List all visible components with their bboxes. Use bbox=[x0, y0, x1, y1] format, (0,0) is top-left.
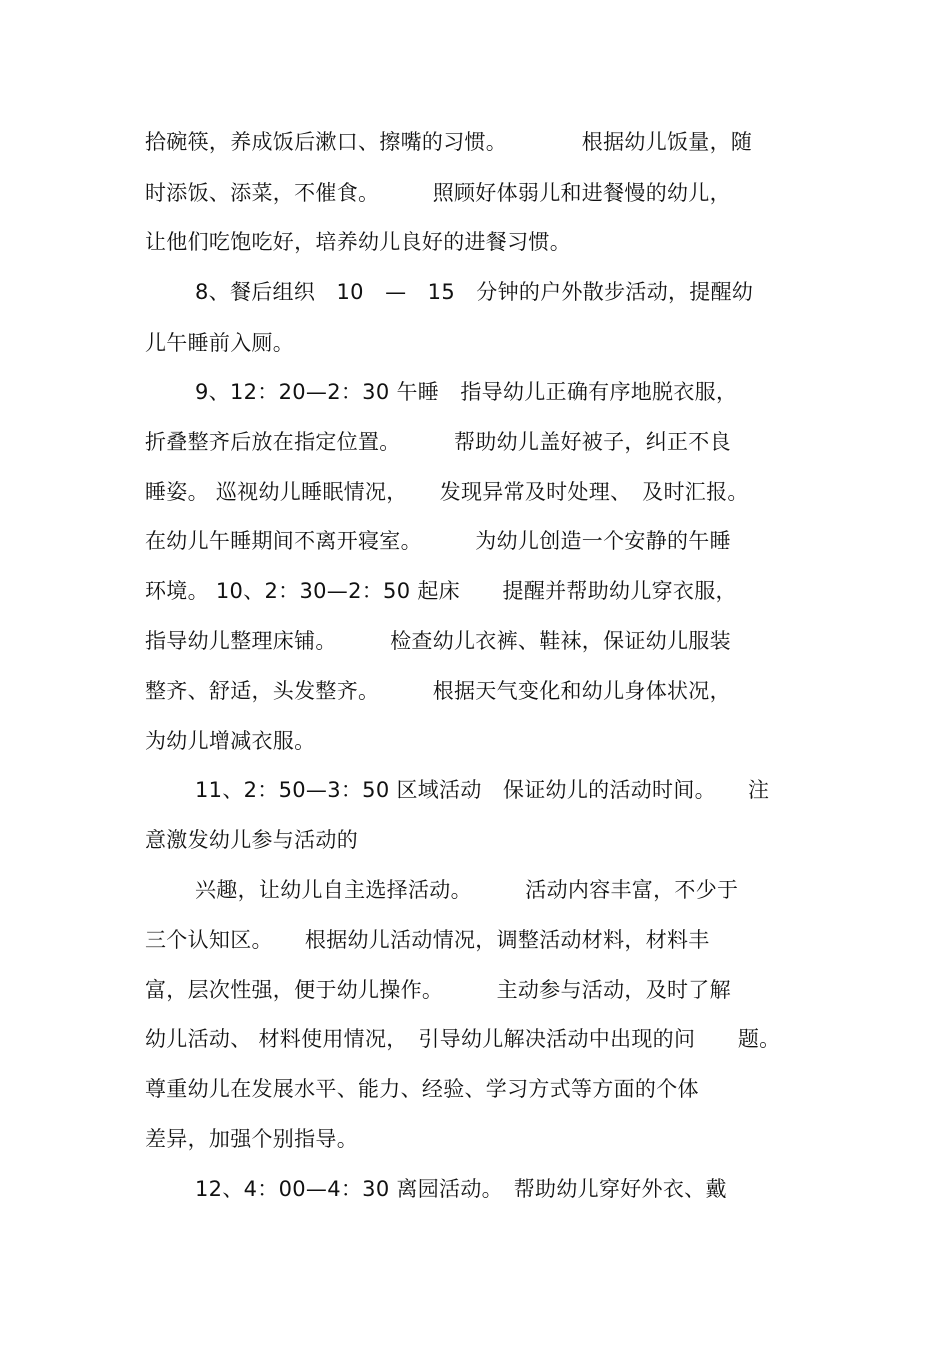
text-line-4: 8、餐后组织 10 — 15 分钟的户外散步活动，提醒幼 bbox=[195, 280, 754, 304]
text-line-15: 意激发幼儿参与活动的 bbox=[145, 828, 358, 852]
text-line-6: 9、12：20—2：30 午睡 指导幼儿正确有序地脱衣服， bbox=[195, 380, 738, 404]
text-line-16: 兴趣，让幼儿自主选择活动。 活动内容丰富，不少于 bbox=[195, 878, 739, 902]
text-line-14: 11、2：50—3：50 区域活动 保证幼儿的活动时间。 注 bbox=[195, 778, 770, 802]
text-line-2: 时添饭、添菜，不催食。 照顾好体弱儿和进餐慢的幼儿， bbox=[145, 181, 731, 205]
text-line-19: 幼儿活动、 材料使用情况， 引导幼儿解决活动中出现的问 题。 bbox=[145, 1027, 781, 1051]
text-line-3: 让他们吃饱吃好，培养幼儿良好的进餐习惯。 bbox=[145, 230, 571, 254]
text-line-20: 尊重幼儿在发展水平、能力、经验、学习方式等方面的个体 bbox=[145, 1077, 699, 1101]
text-line-1: 拾碗筷，养成饭后漱口、擦嘴的习惯。 根据幼儿饭量，随 bbox=[145, 130, 753, 154]
text-line-5: 儿午睡前入厕。 bbox=[145, 331, 295, 355]
text-line-21: 差异，加强个别指导。 bbox=[145, 1127, 358, 1151]
text-line-9: 在幼儿午睡期间不离开寝室。 为幼儿创造一个安静的午睡 bbox=[145, 529, 731, 553]
text-line-7: 折叠整齐后放在指定位置。 帮助幼儿盖好被子，纠正不良 bbox=[145, 430, 731, 454]
text-line-17: 三个认知区。 根据幼儿活动情况，调整活动材料，材料丰 bbox=[145, 928, 710, 952]
text-line-13: 为幼儿增减衣服。 bbox=[145, 729, 316, 753]
text-line-12: 整齐、舒适，头发整齐。 根据天气变化和幼儿身体状况， bbox=[145, 679, 731, 703]
text-line-10: 环境。 10、2：30—2：50 起床 提醒并帮助幼儿穿衣服， bbox=[145, 579, 737, 603]
text-line-11: 指导幼儿整理床铺。 检查幼儿衣裤、鞋袜，保证幼儿服装 bbox=[145, 629, 731, 653]
text-line-22: 12、4：00—4：30 离园活动。 帮助幼儿穿好外衣、戴 bbox=[195, 1177, 727, 1201]
text-line-18: 富，层次性强，便于幼儿操作。 主动参与活动，及时了解 bbox=[145, 978, 731, 1002]
text-line-8: 睡姿。 巡视幼儿睡眠情况， 发现异常及时处理、 及时汇报。 bbox=[145, 480, 749, 504]
